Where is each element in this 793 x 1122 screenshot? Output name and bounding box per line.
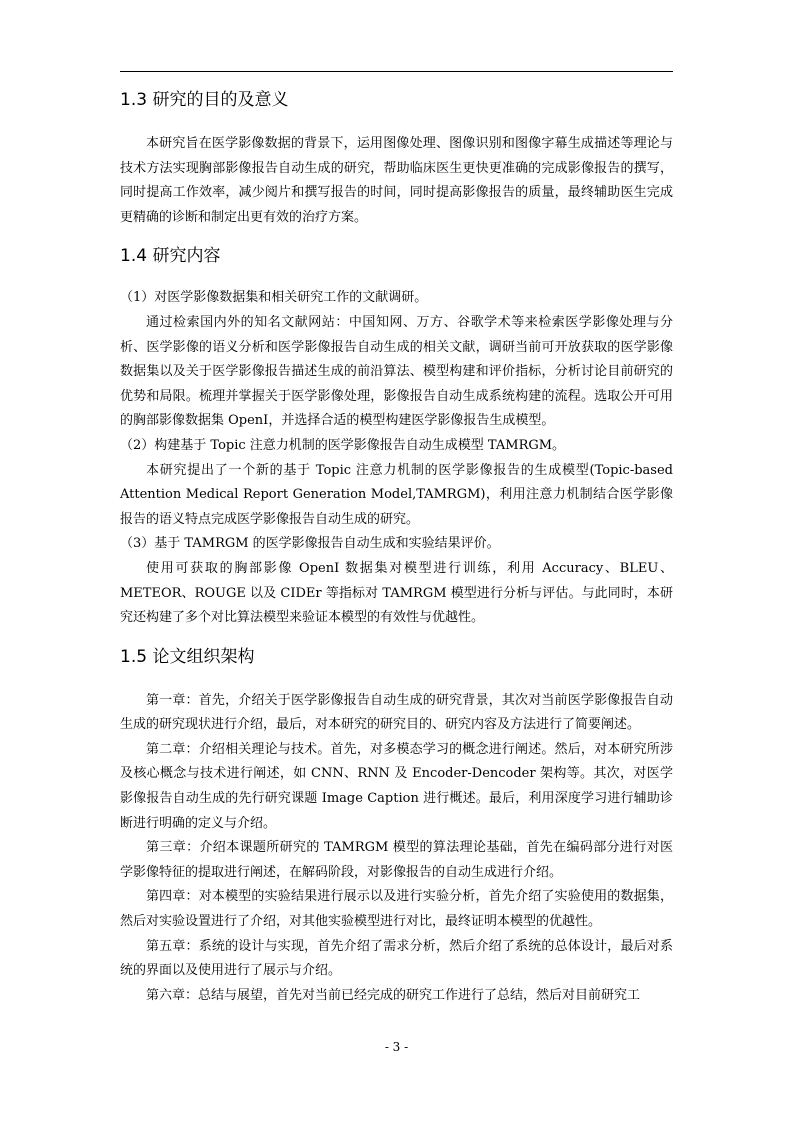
list-item-title: （3）基于 TAMRGM 的医学影像报告自动生成和实验结果评价。 (120, 536, 500, 552)
section-heading-1-5: 1.5 论文组织架构 (120, 646, 255, 667)
paragraph: 第六章：总结与展望，首先对当前已经完成的研究工作进行了总结，然后对目前研究工 (146, 987, 641, 1003)
paragraph: 通过检索国内外的知名文献网站：中国知网、万方、谷歌学术等来检索医学影像处理与分析、医学影像的语义分析和医学影像报告自动生成的相关文献，调研当前可开放获取的医学影像数据集以及关于医学影像报告描述生成的前沿算法、模型构建和评价指标，分析讨论目前研究的优势和局限。梳理并掌握关于医学影像处理，影像报告自动生成系统构建的流程。选取公开可用的胸部影像数据集 OpenI，并选择合适的模型构建医学影像报告生成模型。 (120, 314, 673, 429)
list-item-title: （1）对医学影像数据集和相关研究工作的文献调研。 (120, 290, 428, 306)
paragraph: 本研究提出了一个新的基于 Topic 注意力机制的医学影像报告的生成模型(Topic-based Attention Medical Report Generation Model,TAMRGM)，利用注意力机制结合医学影像报告的语义特点完成医学影像报告自动生成的研究。 (120, 462, 673, 527)
paragraph: 使用可获取的胸部影像 OpenI 数据集对模型进行训练，利用 Accuracy、BLEU、METEOR、ROUGE 以及 CIDEr 等指标对 TAMRGM 模型进行分析与评估。与此同时，本研究还构建了多个对比算法模型来验证本模型的有效性与优越性。 (120, 560, 673, 626)
header-rule (120, 71, 673, 72)
paragraph: 本研究旨在医学影像数据的背景下，运用图像处理、图像识别和图像字幕生成描述等理论与技术方法实现胸部影像报告自动生成的研究，帮助临床医生更快更准确的完成影像报告的撰写，同时提高工作效率，减少阅片和撰写报告的时间，同时提高影像报告的质量，最终辅助医生完成更精确的诊断和制定出更有效的治疗方案。 (120, 136, 673, 225)
page-body (120, 88, 673, 1008)
paragraph: 第三章：介绍本课题所研究的 TAMRGM 模型的算法理论基础，首先在编码部分进行对医学影像特征的提取进行阐述，在解码阶段，对影像报告的自动生成进行介绍。 (120, 840, 673, 880)
page-number: - 3 - (384, 1040, 409, 1054)
section-heading-1-4: 1.4 研究内容 (120, 246, 221, 267)
paragraph: 第一章：首先，介绍关于医学影像报告自动生成的研究背景，其次对当前医学影像报告自动生成的研究现状进行介绍，最后，对本研究的研究目的、研究内容及方法进行了简要阐述。 (120, 692, 673, 733)
paragraph: 第二章：介绍相关理论与技术。首先，对多模态学习的概念进行阐述。然后，对本研究所涉及核心概念与技术进行阐述，如 CNN、RNN 及 Encoder-Dencoder 架构等。其次，对医学影像报告自动生成的先行研究课题 Image Caption 进行概述。最后，利用深度学习进行辅助诊断进行明确的定义与介绍。 (120, 741, 673, 831)
paragraph: 第五章：系统的设计与实现，首先介绍了需求分析，然后介绍了系统的总体设计，最后对系统的界面以及使用进行了展示与介绍。 (120, 938, 673, 979)
list-item-title: （2）构建基于 Topic 注意力机制的医学影像报告自动生成模型 TAMRGM。 (120, 437, 566, 453)
paragraph: 第四章：对本模型的实验结果进行展示以及进行实验分析，首先介绍了实验使用的数据集，然后对实验设置进行了介绍，对其他实验模型进行对比，最终证明本模型的优越性。 (120, 889, 673, 930)
section-heading-1-3: 1.3 研究的目的及意义 (120, 90, 289, 110)
